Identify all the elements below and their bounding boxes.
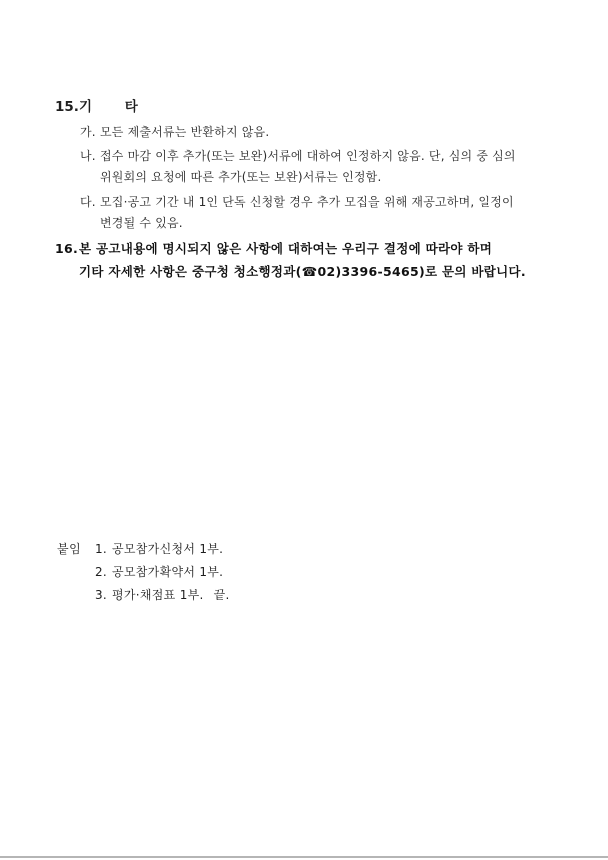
item-marker: 나. [80,149,96,163]
section-16-line-2: 기타 자세한 사항은 중구청 청소행정과(☎02)3396-5465)로 문의 바랍니다. [79,264,526,279]
section-15-item-na-continuation: 위원회의 요청에 따른 추가(또는 보완)서류는 인정함. [100,170,382,184]
section-15-item-da [80,196,514,208]
item-text: 모든 제출서류는 반환하지 않음. [100,125,270,139]
attachment-item [95,543,223,555]
attachment-text: 평가·채점표 1부. [112,588,204,602]
attachment-number: 1. [95,542,108,556]
section-15-heading [55,101,152,115]
section-15-item-ga [80,126,269,138]
section-16-text: 본 공고내용에 명시되지 않은 사항에 대하여는 우리구 결정에 따라야 하며 [79,241,493,256]
item-marker: 다. [80,195,96,209]
item-text: 접수 마감 이후 추가(또는 보완)서류에 대하여 인정하지 않음. 단, 심의 중 심의 [100,149,516,163]
attachment-item [95,589,230,601]
section-15-item-na [80,150,516,162]
section-15-item-da-continuation: 변경될 수 있음. [100,216,183,230]
section-16-line-1 [55,243,492,256]
attachments-label: 붙임 [57,542,82,556]
section-15-number: 15. [55,99,79,115]
section-16-number: 16. [55,241,79,256]
attachment-text: 공모참가신청서 1부. [112,542,224,556]
end-mark: 끝. [213,588,230,602]
attachment-number: 3. [95,588,108,602]
section-15-title: 기 타 [79,99,152,115]
item-text: 모집·공고 기간 내 1인 단독 신청할 경우 추가 모집을 위해 재공고하며, 일정이 [100,195,514,209]
attachment-item [95,566,223,578]
item-marker: 가. [80,125,96,139]
page-bottom-border [0,856,608,858]
attachment-text: 공모참가확약서 1부. [112,565,224,579]
attachment-number: 2. [95,565,108,579]
